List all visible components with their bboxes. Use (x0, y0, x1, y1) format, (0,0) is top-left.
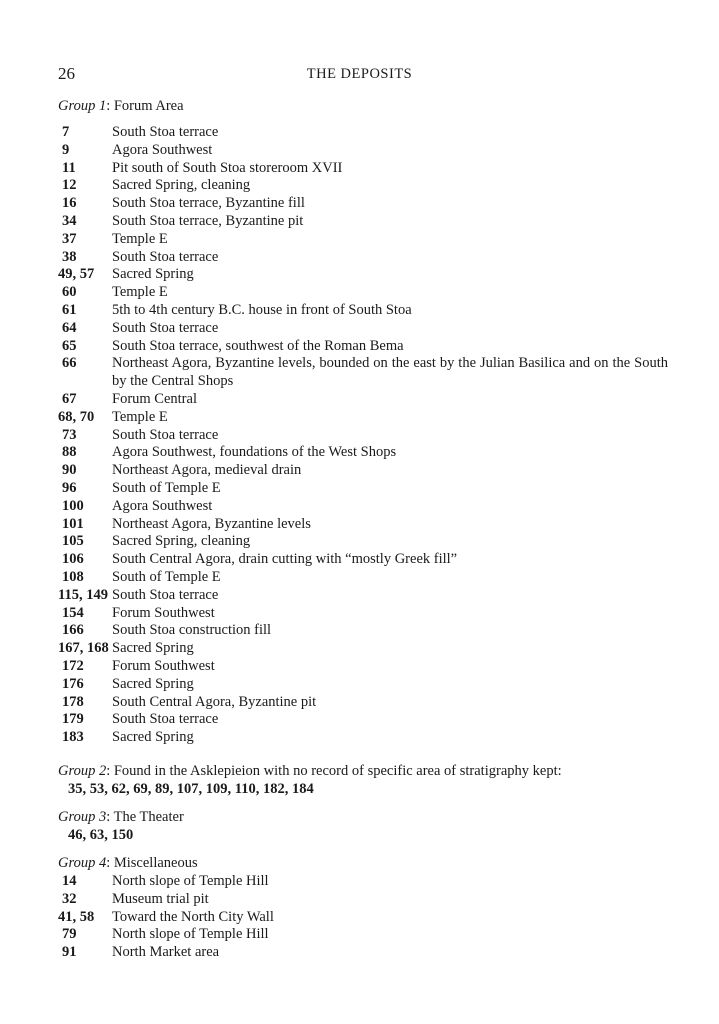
deposit-description: South Stoa terrace (112, 711, 219, 728)
deposit-number: 101 (62, 515, 84, 532)
deposit-number: 88 (62, 444, 77, 461)
deposit-description: South Stoa construction fill (112, 622, 272, 639)
deposit-number: 34 (62, 212, 77, 229)
deposit-number: 73 (62, 426, 77, 443)
deposit-number: 68, 70 (58, 408, 95, 425)
group-1-title-text: : Forum Area (106, 98, 184, 114)
deposit-number: 7 (62, 124, 70, 140)
deposit-description: South of Temple E (112, 479, 221, 496)
deposit-number: 79 (62, 926, 77, 943)
group-3-title (58, 809, 184, 826)
page-number: 26 (58, 64, 75, 83)
list-item (58, 213, 668, 231)
list-item (58, 873, 668, 891)
deposit-number: 60 (62, 284, 77, 301)
list-item (58, 284, 668, 302)
deposit-description: Sacred Spring (112, 729, 194, 746)
list-item (58, 266, 668, 284)
list-item (58, 409, 668, 427)
deposit-description: Agora Southwest, foundations of the West Shops (112, 444, 397, 461)
deposit-number: 106 (62, 551, 84, 568)
deposit-number: 38 (62, 248, 77, 265)
deposit-number: 167, 168 (58, 640, 109, 657)
list-item (58, 302, 668, 320)
list-item (58, 480, 668, 498)
deposit-number: 32 (62, 890, 77, 907)
deposit-number: 90 (62, 462, 77, 479)
deposit-description: Sacred Spring, cleaning (112, 533, 251, 550)
deposit-number: 166 (62, 622, 84, 639)
deposit-number: 12 (62, 177, 77, 194)
deposit-number: 65 (62, 337, 77, 354)
deposit-description: Forum Southwest (112, 657, 215, 674)
list-item (58, 142, 668, 160)
list-item (58, 658, 668, 676)
deposit-description: Temple E (112, 230, 168, 247)
deposit-description: South Stoa terrace, Byzantine fill (112, 195, 305, 212)
list-item (58, 444, 668, 462)
deposit-description: South Stoa terrace (112, 319, 219, 336)
deposit-number: 11 (62, 159, 76, 176)
group-2-title-text: : Found in the Asklepieion with no record of specific area of stratigraphy kept: (106, 763, 562, 779)
deposit-description: Toward the North City Wall (112, 908, 274, 925)
deposit-number: 105 (62, 533, 84, 550)
list-item (58, 587, 668, 605)
deposit-description: Agora Southwest (112, 141, 213, 158)
deposit-description: South of Temple E (112, 568, 221, 585)
deposit-description: 5th to 4th century B.C. house in front of South Stoa (112, 301, 412, 318)
list-item (58, 944, 668, 962)
group-2-numbers: 35, 53, 62, 69, 89, 107, 109, 110, 182, 184 (68, 781, 314, 797)
list-item (58, 891, 668, 909)
deposit-description: North slope of Temple Hill (112, 926, 269, 943)
deposit-number: 176 (62, 675, 84, 692)
deposit-description: North Market area (112, 944, 220, 961)
deposit-number: 49, 57 (58, 266, 95, 283)
deposit-description: Temple E (112, 284, 168, 301)
deposit-number: 66 (62, 355, 77, 372)
deposit-description: Sacred Spring (112, 640, 194, 657)
list-item (58, 551, 668, 569)
list-item (58, 909, 668, 927)
deposit-number: 179 (62, 711, 84, 728)
deposit-description: Northeast Agora, medieval drain (112, 462, 302, 479)
list-item (58, 177, 668, 195)
group-1-label: Group 1 (58, 98, 107, 114)
list-item (58, 622, 668, 640)
list-item (58, 231, 668, 249)
list-item (58, 195, 668, 213)
deposit-number: 41, 58 (58, 908, 95, 925)
group-3-numbers: 46, 63, 150 (68, 827, 134, 843)
list-item (58, 249, 668, 267)
deposit-description: South Stoa terrace (112, 426, 219, 443)
deposit-description: Sacred Spring (112, 675, 194, 692)
list-item (58, 676, 668, 694)
list-item (58, 427, 668, 445)
deposit-number: 172 (62, 657, 84, 674)
list-item (58, 462, 668, 480)
list-item (58, 694, 668, 712)
list-item (58, 729, 668, 747)
running-title: THE DEPOSITS (306, 66, 413, 82)
deposit-number: 16 (62, 195, 77, 212)
group-2-label: Group 2 (58, 763, 107, 779)
group-4-title (58, 855, 198, 872)
deposit-number: 91 (62, 944, 77, 961)
deposit-number: 61 (62, 301, 77, 318)
deposit-number: 154 (62, 604, 84, 621)
group-1-title (58, 98, 184, 115)
deposit-description: Northeast Agora, Byzantine levels (112, 515, 311, 532)
group-3-title-text: : The Theater (106, 809, 184, 825)
deposit-number: 108 (62, 568, 84, 585)
deposit-description: Pit south of South Stoa storeroom XVII (112, 159, 343, 176)
deposit-description: South Central Agora, Byzantine pit (112, 693, 317, 710)
deposit-number: 115, 149 (58, 586, 108, 603)
deposit-description: South Stoa terrace (112, 586, 219, 603)
deposit-description: Museum trial pit (112, 890, 209, 907)
deposit-description: South Stoa terrace, Byzantine pit (112, 212, 304, 229)
list-item (58, 498, 668, 516)
list-item (58, 516, 668, 534)
group-1-list (58, 124, 668, 747)
list-item (58, 160, 668, 178)
deposit-description: South Stoa terrace, southwest of the Roman Bema (112, 337, 404, 354)
list-item (58, 640, 668, 658)
deposit-number: 96 (62, 479, 77, 496)
deposit-description: South Stoa terrace (112, 124, 219, 140)
deposit-number: 64 (62, 319, 77, 336)
deposit-description: North slope of Temple Hill (112, 873, 269, 889)
deposit-description: Northeast Agora, Byzantine levels, bounded on the east by the Julian Basilica and on the South by the Central Shops (112, 355, 668, 390)
list-item (58, 391, 668, 409)
deposit-number: 67 (62, 390, 77, 407)
group-2-title (58, 763, 562, 780)
deposit-description: Sacred Spring, cleaning (112, 177, 251, 194)
deposit-description: South Stoa terrace (112, 248, 219, 265)
list-item (58, 124, 668, 142)
group-4-list (58, 873, 668, 962)
list-item (58, 605, 668, 623)
deposit-description: Sacred Spring (112, 266, 194, 283)
list-item (58, 711, 668, 729)
group-4-title-text: : Miscellaneous (106, 855, 198, 871)
deposit-number: 100 (62, 497, 84, 514)
list-item (58, 338, 668, 356)
list-item (58, 569, 668, 587)
group-3-label: Group 3 (58, 809, 107, 825)
group-4-label: Group 4 (58, 855, 107, 871)
list-item (58, 926, 668, 944)
list-item (58, 320, 668, 338)
deposit-number: 37 (62, 230, 77, 247)
deposit-number: 9 (62, 141, 70, 158)
deposit-number: 14 (62, 873, 77, 889)
list-item (58, 355, 668, 391)
deposit-number: 183 (62, 729, 84, 746)
deposit-description: Forum Central (112, 390, 197, 407)
list-item (58, 533, 668, 551)
deposit-description: Forum Southwest (112, 604, 215, 621)
deposit-description: Temple E (112, 408, 168, 425)
deposit-description: South Central Agora, drain cutting with “mostly Greek fill” (112, 551, 458, 568)
deposit-description: Agora Southwest (112, 497, 213, 514)
deposit-number: 178 (62, 693, 84, 710)
